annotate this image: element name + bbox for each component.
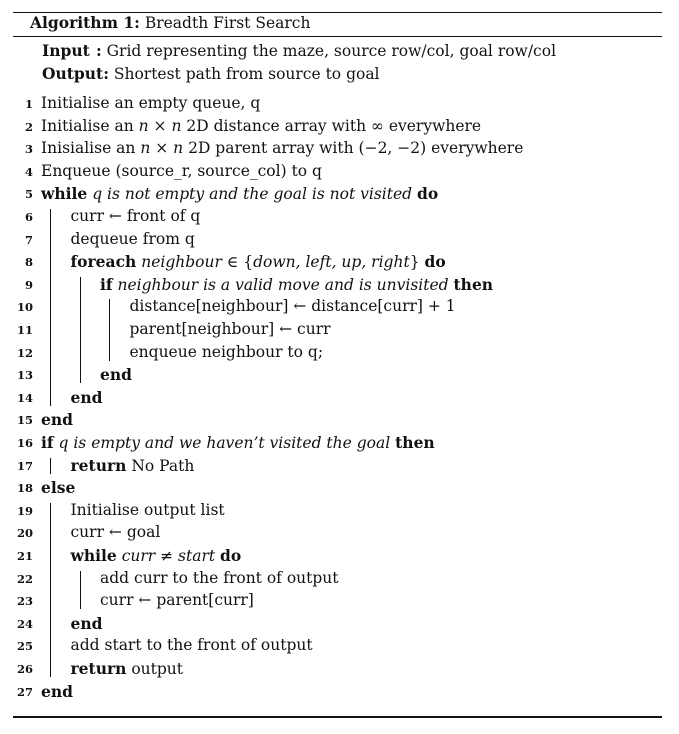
keyword: do — [220, 546, 242, 565]
code-line — [0, 117, 679, 139]
line-code — [71, 252, 446, 271]
code-line — [0, 682, 679, 704]
code-line — [0, 139, 679, 161]
keyword: while — [70, 546, 117, 565]
line-number: 24 — [16, 616, 33, 631]
line-code — [71, 230, 195, 248]
code-line — [0, 275, 679, 297]
keyword: end — [100, 365, 132, 385]
input-text: Grid representing the maze, source row/col, goal row/col — [106, 42, 557, 60]
line-code — [71, 614, 103, 633]
code-line — [0, 614, 679, 636]
line-number: 12 — [16, 345, 33, 360]
code-line — [0, 184, 679, 206]
line-number: 19 — [16, 503, 33, 518]
output-label: Output: — [42, 64, 109, 83]
code-line — [0, 252, 679, 274]
code-text: Enqueue (source_r, source_col) to q — [41, 161, 322, 180]
code-line — [0, 659, 679, 681]
caption-label: Algorithm 1: — [30, 13, 140, 32]
condition-text: n — [173, 139, 184, 158]
keyword: end — [41, 410, 73, 430]
line-code — [41, 117, 481, 135]
line-number: 2 — [24, 119, 33, 134]
code-line — [0, 297, 679, 319]
line-number: 8 — [24, 255, 33, 270]
line-number: 16 — [16, 436, 33, 450]
keyword: end — [41, 681, 73, 701]
code-text: Initialise an — [41, 116, 139, 135]
algorithm-caption — [30, 13, 310, 32]
code-text: add start to the front of output — [70, 636, 313, 655]
line-number: 1 — [24, 97, 33, 111]
input-spec — [42, 41, 556, 60]
condition-text: n — [138, 116, 149, 135]
keyword: else — [41, 478, 76, 498]
keyword: if — [100, 274, 113, 294]
caption-title: Breadth First Search — [144, 14, 311, 32]
line-number: 17 — [16, 458, 33, 473]
condition-text: n — [171, 116, 182, 135]
code-text: ∈ { — [221, 253, 254, 272]
line-number: 25 — [16, 639, 33, 654]
code-line — [0, 478, 679, 500]
code-line — [0, 320, 679, 342]
line-code — [41, 682, 73, 701]
line-code — [100, 275, 493, 294]
condition-text: curr ≠ start — [121, 547, 216, 565]
line-number: 10 — [16, 300, 33, 315]
code-text: 2D distance array with ∞ everywhere — [181, 116, 482, 135]
line-code — [100, 569, 339, 587]
keyword: end — [70, 613, 103, 633]
code-line — [0, 365, 679, 387]
code-line — [0, 207, 679, 229]
condition-text: neighbour — [141, 253, 222, 272]
line-number: 3 — [24, 142, 33, 157]
condition-text: q is not empty and the goal is not visited — [92, 185, 413, 204]
line-number: 5 — [24, 187, 33, 202]
line-code — [41, 94, 260, 112]
line-number: 6 — [24, 210, 33, 224]
line-number: 27 — [16, 684, 33, 699]
keyword: then — [395, 433, 435, 452]
code-text: Initialise output list — [70, 500, 225, 519]
line-code — [130, 320, 331, 338]
line-code — [71, 523, 161, 541]
line-code — [100, 365, 132, 384]
code-line — [0, 456, 679, 478]
block-indent-bar — [50, 209, 51, 406]
code-line — [0, 410, 679, 432]
code-line — [0, 343, 679, 365]
keyword: while — [41, 184, 88, 204]
output-spec — [42, 64, 380, 83]
code-text: × — [150, 139, 174, 158]
block-indent-bar — [50, 458, 51, 474]
line-code — [71, 456, 195, 475]
line-code — [71, 659, 184, 678]
line-number: 15 — [16, 413, 33, 428]
code-line — [0, 591, 679, 613]
line-number: 11 — [16, 323, 33, 337]
line-number: 21 — [16, 549, 33, 563]
code-text: Inisialise an — [41, 139, 141, 158]
line-code — [100, 591, 254, 609]
line-code — [130, 297, 456, 315]
line-code — [130, 343, 324, 361]
condition-text: q is empty and we haven’t visited the goal — [58, 434, 391, 452]
code-text: curr ← goal — [70, 523, 161, 542]
code-line — [0, 546, 679, 568]
keyword: return — [70, 659, 127, 678]
line-number: 4 — [24, 164, 33, 179]
code-text: add curr to the front of output — [100, 568, 339, 587]
block-indent-bar — [50, 503, 51, 677]
block-indent-bar — [109, 299, 110, 360]
line-number: 22 — [16, 571, 33, 586]
line-code — [41, 184, 438, 203]
code-text: × — [148, 116, 172, 135]
code-text: No Path — [126, 456, 195, 475]
line-code — [71, 546, 242, 565]
keyword: do — [424, 252, 446, 272]
line-number: 26 — [16, 662, 33, 676]
keyword: foreach — [70, 252, 137, 272]
line-number: 14 — [16, 390, 33, 405]
line-number: 13 — [16, 368, 33, 383]
code-text: curr ← front of q — [70, 207, 201, 225]
output-text: Shortest path from source to goal — [113, 65, 380, 83]
line-code — [41, 433, 435, 452]
line-code — [71, 501, 225, 519]
code-line — [0, 388, 679, 410]
code-text: distance[neighbour] ← distance[curr] + 1 — [129, 297, 456, 316]
keyword: end — [70, 387, 103, 407]
code-line — [0, 636, 679, 658]
code-text: output — [126, 660, 184, 678]
line-code — [41, 410, 73, 429]
input-label: Input — [42, 41, 90, 60]
keyword: do — [417, 184, 439, 204]
block-indent-bar — [80, 571, 81, 610]
bottom-rule — [13, 716, 662, 718]
line-code — [41, 478, 75, 497]
line-number: 7 — [24, 232, 33, 247]
code-line — [0, 230, 679, 252]
line-number: 23 — [16, 594, 33, 609]
keyword: return — [70, 455, 127, 475]
code-text: enqueue neighbour to q; — [129, 342, 324, 361]
code-text: Initialise an empty queue, q — [41, 94, 261, 112]
keyword: if — [41, 433, 54, 452]
line-code — [41, 162, 322, 180]
code-line — [0, 162, 679, 184]
code-text: curr ← parent[curr] — [100, 591, 254, 610]
code-line — [0, 433, 679, 455]
line-number: 18 — [16, 481, 33, 496]
condition-text: neighbour is a valid move and is unvisited — [117, 275, 449, 294]
code-line — [0, 501, 679, 523]
keyword: then — [453, 274, 494, 294]
code-text: parent[neighbour] ← curr — [129, 320, 331, 338]
caption-rule — [13, 36, 662, 37]
code-line — [0, 94, 679, 116]
line-code — [41, 139, 523, 157]
line-code — [71, 388, 103, 407]
line-code — [71, 636, 313, 654]
code-line — [0, 523, 679, 545]
code-line — [0, 569, 679, 591]
condition-text: n — [140, 139, 151, 158]
line-number: 9 — [24, 277, 33, 292]
line-number: 20 — [16, 526, 33, 541]
code-text: dequeue from q — [70, 229, 195, 248]
block-indent-bar — [80, 277, 81, 383]
code-text: 2D parent array with (−2, −2) everywhere — [183, 139, 524, 158]
condition-text: down, left, up, right — [253, 253, 410, 272]
code-text: } — [409, 253, 425, 272]
line-code — [71, 207, 201, 225]
input-separator: : — [96, 41, 102, 60]
